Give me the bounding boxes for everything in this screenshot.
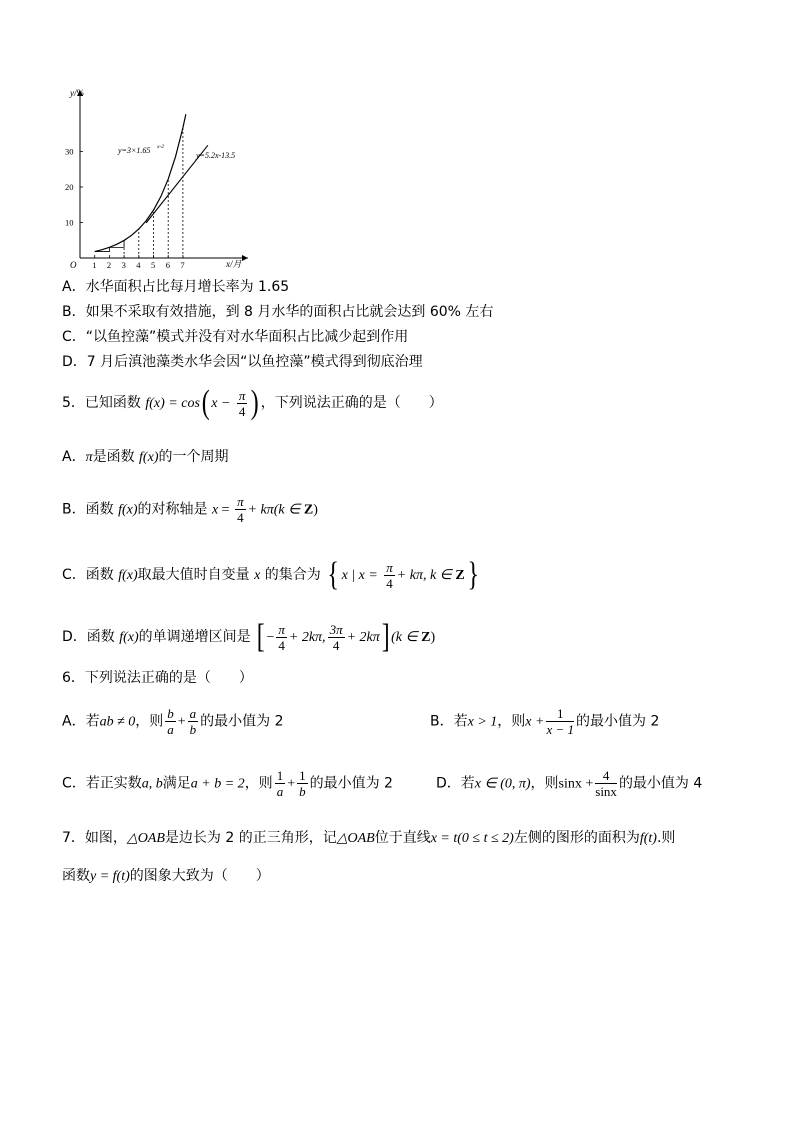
q6-option-b[interactable]: B．若x > 1，则x + $\frac{1}{x - 1}$ 的最小值为 2: [430, 706, 660, 737]
x-tick-label: 4: [136, 260, 141, 270]
q4-option-c[interactable]: C．“以鱼控藻”模式并没有对水华面积占比减少起到作用: [62, 329, 409, 345]
q4-option-d[interactable]: D．7 月后滇池藻类水华会因“以鱼控藻”模式得到彻底治理: [62, 354, 423, 370]
x-axis-label: x/月: [226, 259, 242, 269]
q6-option-a[interactable]: A．若ab ≠ 0，则 $\frac{b}{a}$ + $\frac{a}{b}$ 的最小值为 2: [62, 706, 284, 737]
exp-curve: [95, 114, 186, 251]
exp-curve-label: y=3×1.65: [118, 146, 151, 155]
origin-label: O: [70, 260, 77, 270]
x-tick-label: 2: [106, 260, 112, 270]
x-tick-label: 6: [165, 260, 170, 270]
x-tick-label: 7: [180, 260, 185, 270]
y-tick-label: 20: [65, 182, 74, 192]
exp-curve-label-sup: x-2: [157, 144, 165, 150]
y-axis-label: y/%: [70, 88, 84, 98]
q4-option-b[interactable]: B．如果不采取有效措施，到 8 月水华的面积占比就会达到 60% 左右: [62, 304, 494, 320]
q5-option-d[interactable]: D．函数 f(x)的单调递增区间是 [ − $\frac{\pi}{4}$ + 2kπ, $\frac{3\pi}{4}$ + 2kπ] (k ∈ Z): [62, 618, 436, 655]
x-tick-label: 3: [121, 260, 126, 270]
x-tick-label: 5: [151, 260, 156, 270]
q7-stem-line1: 7．如图，△OAB是边长为 2 的正三角形，记△OAB位于直线x = t(0 ≤ t ≤ 2)左侧的图形的面积为f(t).则: [62, 830, 676, 846]
x-tick-label: 1: [92, 260, 97, 270]
q7-stem-line2: 函数y = f(t)的图象大致为（ ）: [62, 868, 270, 884]
q5-option-a[interactable]: A．π是函数 f(x)的一个周期: [62, 449, 229, 465]
q5-option-c[interactable]: C．函数 f(x)取最大值时自变量 x 的集合为 { x | x = $\frac{\pi}{4}$ + kπ, k ∈ Z}: [62, 556, 479, 593]
q4-option-a[interactable]: A．水华面积占比每月增长率为 1.65: [62, 279, 290, 295]
y-tick-label: 10: [65, 217, 74, 228]
q5-stem: 5．已知函数 f(x) = cos( x − $\frac{\pi}{4}$ ) ，下列说法正确的是（ ）: [62, 384, 443, 421]
y-tick-label: 30: [65, 146, 74, 157]
linear-line-label: y=5.2x-13.5: [196, 151, 236, 160]
x-axis-arrow: [242, 255, 248, 261]
q6-stem: 6．下列说法正确的是（ ）: [62, 670, 253, 686]
q6-option-d[interactable]: D．若x ∈ (0, π)，则sinx + $\frac{4}{\sin x}$ 的最小值为 4: [436, 768, 703, 799]
growth-chart: [60, 86, 260, 270]
q6-option-c[interactable]: C．若正实数a, b满足a + b = 2，则 $\frac{1}{a}$ + $\frac{1}{b}$ 的最小值为 2: [62, 768, 393, 799]
q5-option-b[interactable]: B．函数 f(x)的对称轴是 x = $\frac{\pi}{4}$ + kπ(k ∈ Z): [62, 494, 318, 525]
